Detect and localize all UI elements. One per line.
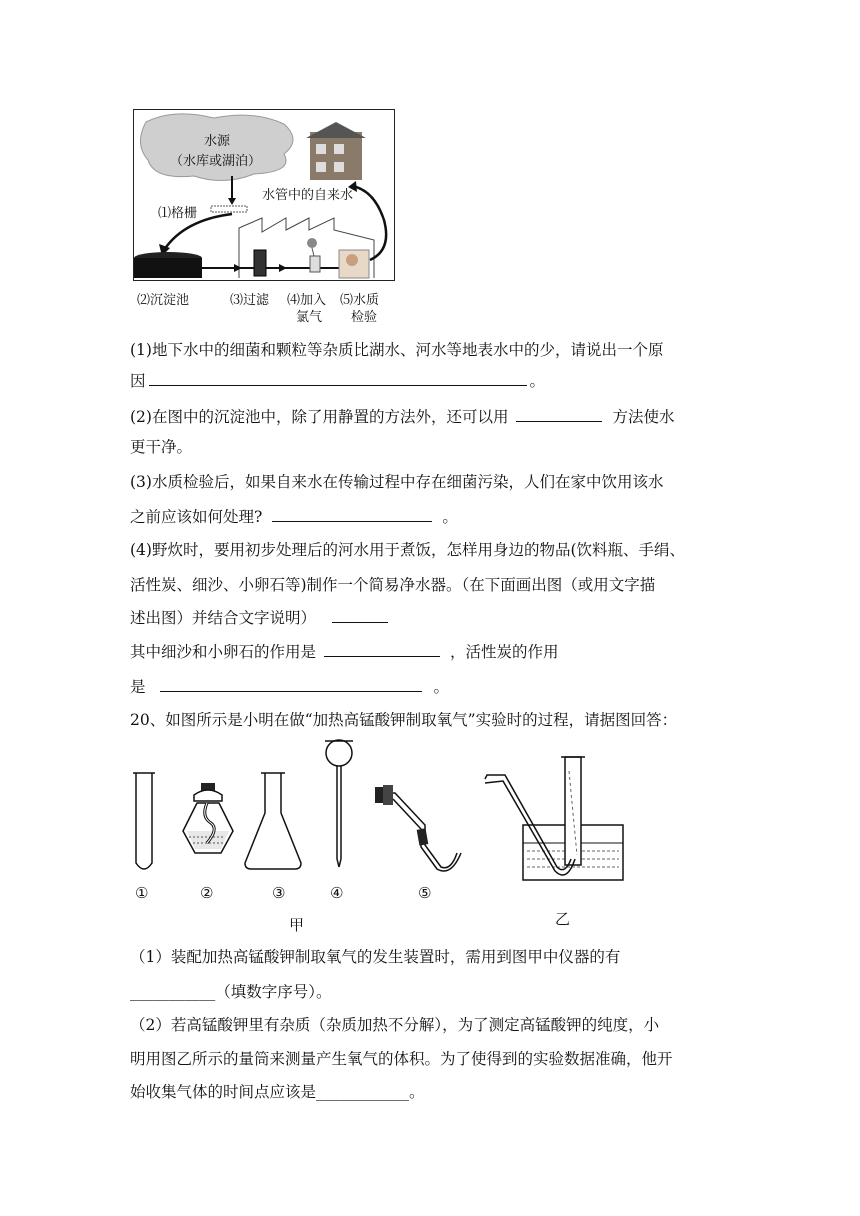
water-treatment-figure (133, 109, 395, 281)
q2-line-b: 更干净。 (130, 438, 193, 456)
building-photo (310, 132, 362, 180)
conical-flask-icon (245, 773, 301, 869)
stopper-tube-icon (375, 785, 461, 871)
q2-answer-blank[interactable] (516, 405, 602, 422)
q20-2-line-c: 始收集气体的时间点应该是____________。 (130, 1083, 425, 1101)
filter-icon (254, 250, 266, 276)
label-figure-yi: 乙 (555, 910, 571, 928)
label-instrument-5: ⑤ (418, 884, 432, 902)
q2-line-a: (2)在图中的沉淀池中，除了用静置的方法外，还可以用 方法使水 (130, 405, 740, 428)
label-water-source: 水源 (204, 134, 231, 149)
q20-1-line-b: ___________（填数字序号）。 (130, 983, 332, 1001)
label-chlorine-a: ⑷加入 (287, 293, 327, 308)
alcohol-lamp-icon (183, 783, 233, 853)
q20-2-line-b: 明用图乙所示的量筒来测量产生氧气的体积。为了使得到的实验数据准确，他开 (130, 1050, 673, 1068)
label-quality-a: ⑸水质 (340, 293, 380, 308)
q4-line-a: (4)野炊时，要用初步处理后的河水用于煮饭，怎样用身边的物品(饮料瓶、手绢、 (130, 541, 686, 559)
thistle-funnel-icon (325, 740, 353, 867)
q3-line-a: (3)水质检验后，如果自来水在传输过程中存在细菌污染，人们在家中饮用该水 (130, 473, 664, 491)
q4-sand-answer-blank[interactable] (324, 640, 440, 657)
q20-2-line-a: （2）若高锰酸钾里有杂质（杂质加热不分解），为了测定高锰酸钾的纯度，小 (130, 1016, 660, 1034)
test-tube-icon (136, 773, 152, 869)
q4-carbon-answer-blank[interactable] (160, 675, 422, 692)
q4-line-e: 是 。 (130, 675, 740, 698)
label-sedimentation: ⑵沉淀池 (137, 293, 190, 308)
q1-line-a: (1)地下水中的细菌和颗粒等杂质比湖水、河水等地表水中的少，请说出一个原 (130, 341, 664, 359)
q4-line-d: 其中细沙和小卵石的作用是 ，活性炭的作用 (130, 640, 740, 663)
q1-line-b: 因 。 (130, 369, 740, 392)
q3-answer-blank[interactable] (272, 505, 432, 522)
label-water-source-sub: （水库或湖泊） (170, 154, 262, 169)
label-grille: ⑴格栅 (158, 206, 198, 221)
label-instrument-4: ④ (330, 884, 344, 902)
label-tap-water: 水管中的自来水 (262, 188, 354, 203)
q20-1-line-a: （1）装配加热高锰酸钾制取氧气的发生装置时，需用到图甲中仪器的有 (130, 948, 621, 966)
grille-icon (211, 206, 247, 212)
chlorine-icon (310, 256, 320, 272)
sedimentation-tank (134, 258, 202, 278)
label-filter: ⑶过滤 (230, 293, 270, 308)
label-figure-jia: 甲 (289, 916, 305, 934)
q1-answer-blank[interactable] (149, 369, 527, 386)
label-instrument-3: ③ (272, 884, 286, 902)
q4-line-c: 述出图）并结合文字说明） (130, 606, 740, 629)
q20-title: 20、如图所示是小明在做“加热高锰酸钾制取氧气”实验时的过程，请据图回答： (130, 711, 678, 729)
q3-line-b: 之前应该如何处理? 。 (130, 505, 740, 528)
q4-line-b: 活性炭、细沙、小卵石等)制作一个简易净水器。（在下面画出图（或用文字描 (130, 576, 656, 594)
label-chlorine-b: 氯气 (296, 310, 323, 325)
q4-drawing-blank[interactable] (332, 606, 388, 623)
label-quality-b: 检验 (351, 310, 378, 325)
label-instrument-2: ② (200, 884, 214, 902)
gas-collection-icon (485, 757, 623, 880)
label-instrument-1: ① (135, 884, 149, 902)
